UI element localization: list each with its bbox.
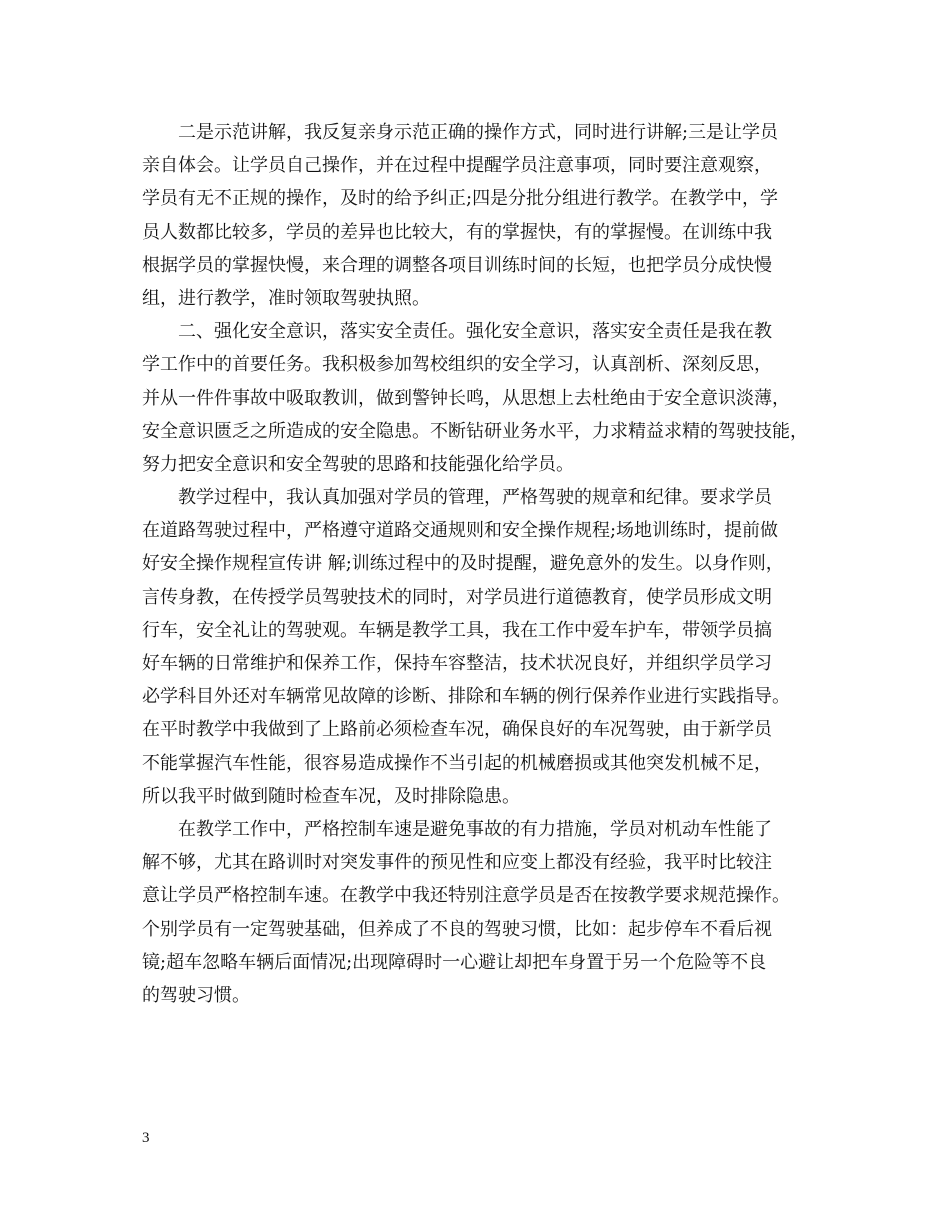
text-line: 个别学员有一定驾驶基础，但养成了不良的驾驶习惯，比如：起步停车不看后视 xyxy=(142,918,772,940)
text-line: 行车，安全礼让的驾驶观。车辆是教学工具，我在工作中爱车护车，带领学员搞 xyxy=(142,619,772,641)
paragraph-safety-awareness xyxy=(142,315,822,481)
text-line: 努力把安全意识和安全驾驶的思路和技能强化给学员。 xyxy=(142,453,574,475)
text-line: 根据学员的掌握快慢，来合理的调整各项目训练时间的长短，也把学员分成快慢 xyxy=(142,254,772,276)
text-line: 二、强化安全意识，落实安全责任。强化安全意识，落实安全责任是我在教 xyxy=(142,321,772,343)
text-line: 必学科目外还对车辆常见故障的诊断、排除和车辆的例行保养作业进行实践指导。 xyxy=(142,686,790,708)
text-line: 教学过程中，我认真加强对学员的管理，严格驾驶的规章和纪律。要求学员 xyxy=(142,487,772,509)
text-line: 解不够，尤其在路训时对突发事件的预见性和应变上都没有经验，我平时比较注 xyxy=(142,852,772,874)
text-line: 的驾驶习惯。 xyxy=(142,984,250,1006)
text-line: 在平时教学中我做到了上路前必须检查车况，确保良好的车况驾驶，由于新学员 xyxy=(142,719,772,741)
text-line: 亲自体会。让学员自己操作，并在过程中提醒学员注意事项，同时要注意观察， xyxy=(142,155,772,177)
text-line: 组，进行教学，准时领取驾驶执照。 xyxy=(142,287,430,309)
text-line: 在教学工作中，严格控制车速是避免事故的有力措施，学员对机动车性能了 xyxy=(142,818,772,840)
text-line: 二是示范讲解，我反复亲身示范正确的操作方式，同时进行讲解;三是让学员 xyxy=(142,122,779,143)
text-line: 好车辆的日常维护和保养工作，保持车容整洁，技术状况良好，并组织学员学习 xyxy=(142,653,772,674)
text-line: 在道路驾驶过程中，严格遵守道路交通规则和安全操作规程;场地训练时，提前做 xyxy=(142,520,779,542)
text-line: 好安全操作规程宣传讲 解;训练过程中的及时提醒，避免意外的发生。以身作则， xyxy=(142,553,784,575)
text-line: 安全意识匮乏之所造成的安全隐患。不断钻研业务水平，力求精益求精的驾驶技能， xyxy=(142,420,808,442)
paragraph-speed-control xyxy=(142,813,822,1012)
paragraph-student-management xyxy=(142,481,822,813)
text-line: 并从一件件事故中吸取教训，做到警钟长鸣，从思想上去杜绝由于安全意识淡薄， xyxy=(142,387,790,409)
text-line: 言传身教，在传授学员驾驶技术的同时，对学员进行道德教育，使学员形成文明 xyxy=(142,586,772,608)
text-line: 镜;超车忽略车辆后面情况;出现障碍时一心避让却把车身置于另一个危险等不良 xyxy=(142,951,767,973)
text-line: 意让学员严格控制车速。在教学中我还特别注意学员是否在按教学要求规范操作。 xyxy=(142,885,790,907)
page-number: 3 xyxy=(142,1130,150,1146)
text-line: 学员有无不正规的操作，及时的给予纠正;四是分批分组进行教学。在教学中，学 xyxy=(142,188,779,210)
text-line: 所以我平时做到随时检查车况，及时排除隐患。 xyxy=(142,785,520,807)
text-line: 员人数都比较多，学员的差异也比较大，有的掌握快，有的掌握慢。在训练中我 xyxy=(142,221,772,243)
paragraph-teaching-methods xyxy=(142,116,822,315)
text-line: 学工作中的首要任务。我积极参加驾校组织的安全学习，认真剖析、深刻反思， xyxy=(142,354,772,376)
text-line: 不能掌握汽车性能，很容易造成操作不当引起的机械磨损或其他突发机械不足， xyxy=(142,752,772,774)
document-body xyxy=(142,116,822,1012)
